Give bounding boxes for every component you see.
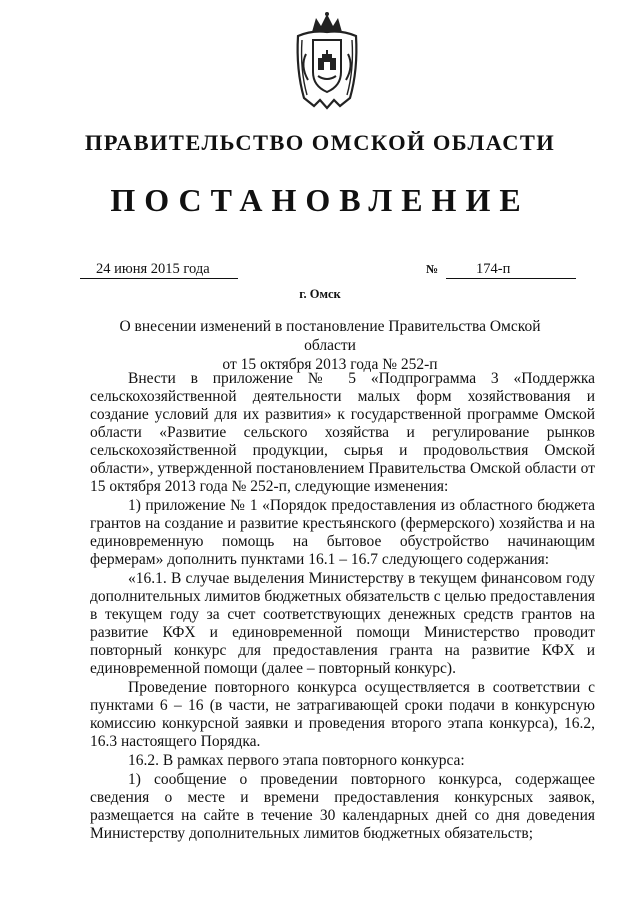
- number-value: 174-п: [446, 261, 576, 279]
- document-body: [90, 370, 595, 843]
- body-paragraph: Внести в приложение № 5 «Подпрограмма 3 «Поддержка сельскохозяйственной деятельности малых форм хозяйствования и создание условий для их развития» к государственной программе Омской области «Развитие сельского хозяйства и регулирование рынков сельскохозяйственной продукции, сырья и продовольствия Омской области», утвержденной постановлением Правительства Омской области от 15 октября 2013 года № 252-п, следующие изменения:: [90, 370, 595, 495]
- body-paragraph: 16.2. В рамках первого этапа повторного конкурса:: [128, 752, 465, 769]
- body-paragraph: 1) приложение № 1 «Порядок предоставления из областного бюджета грантов на создание и развитие крестьянского (фермерского) хозяйства и на единовременную помощь на бытовое обустройство начинающим фермерам» дополнить пунктами 16.1 – 16.7 следующего содержания:: [90, 497, 595, 568]
- document-date: 24 июня 2015 года: [80, 261, 238, 279]
- organization-title: ПРАВИТЕЛЬСТВО ОМСКОЙ ОБЛАСТИ: [84, 130, 556, 155]
- body-paragraph: 1) сообщение о проведении повторного конкурса, содержащее сведения о месте и времени предоставления конкурсных заявок, размещается на сайте в течение 30 календарных дней со дня доведения Министерству дополнительных лимитов бюджетных обязательств;: [90, 771, 595, 842]
- city-label: г. Омск: [299, 287, 341, 301]
- coat-of-arms-icon: [290, 10, 364, 110]
- subject-line: от 15 октября 2013 года № 252-п: [222, 356, 438, 373]
- number-label: №: [426, 262, 439, 276]
- document-number: [426, 261, 578, 279]
- body-paragraph: Проведение повторного конкурса осуществляется в соответствии с пунктами 6 – 16 (в части, не затрагивающей сроки подачи в конкурсную комиссию конкурсной заявки и проведения второго этапа конкурса), 16.2, 16.3 настоящего Порядка.: [90, 679, 595, 750]
- subject-line: О внесении изменений в постановление Правительства Омской области: [119, 318, 541, 354]
- document-subject: [100, 317, 560, 374]
- document-type-title: ПОСТАНОВЛЕНИЕ: [110, 182, 530, 218]
- body-paragraph: «16.1. В случае выделения Министерству в текущем финансовом году дополнительных лимитов бюджетных обязательств с целью предоставления в текущем году за счет соответствующих денежных средств грантов на развитие КФХ и единовременной помощи Министерство проводит повторный конкурс для предоставления гранта на развитие КФХ и единовременной помощи (далее – повторный конкурс).: [90, 570, 595, 677]
